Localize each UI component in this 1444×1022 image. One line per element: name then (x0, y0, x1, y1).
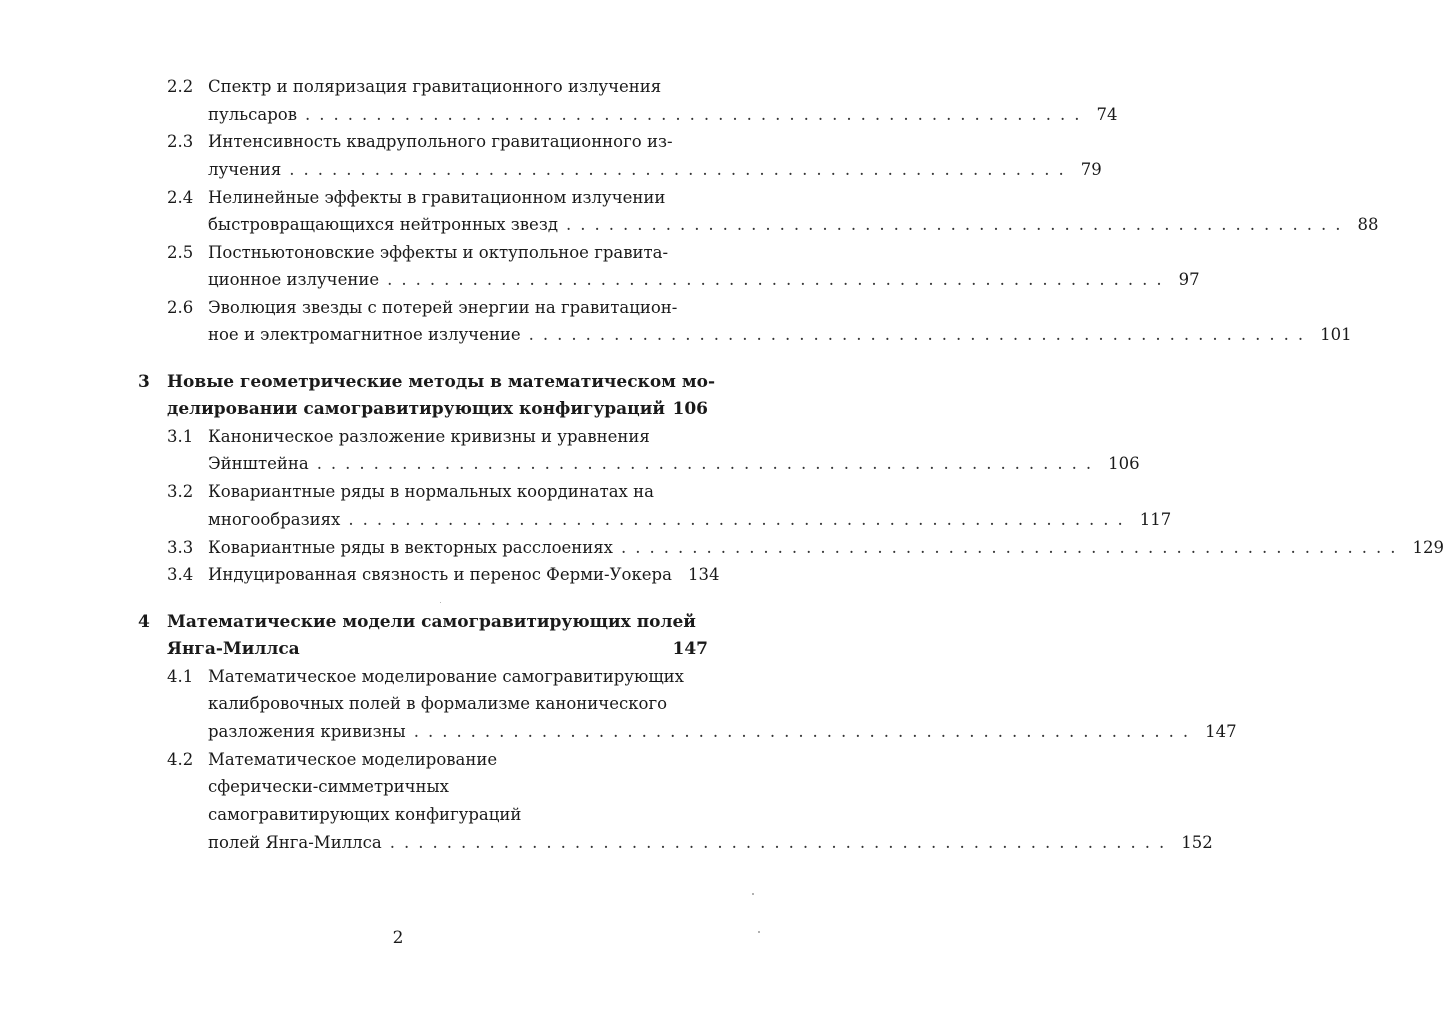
section-number: 2.5 (167, 243, 194, 262)
page-ref: 134 (687, 565, 720, 584)
section-number: 2.6 (167, 298, 194, 317)
section-title-line: Интенсивность квадрупольного гравитационного из- (208, 132, 673, 151)
section-title-line: Эйнштейна (208, 454, 309, 473)
dot-leader: ....................................................... (389, 833, 1174, 852)
page-ref: 129 (1412, 538, 1444, 557)
chapter-title-row (167, 636, 708, 662)
scan-speck (758, 931, 760, 933)
page-ref: 106 (672, 399, 708, 419)
section-number: 3.4 (167, 565, 194, 584)
section-number: 4.1 (167, 667, 194, 686)
leader-line (208, 830, 1213, 856)
section-title-line: лучения (208, 160, 282, 179)
section-title-line: пульсаров (208, 105, 298, 124)
page-ref: 117 (1139, 510, 1172, 529)
section-number: 3.2 (167, 482, 194, 501)
section-title-line: разложения кривизны (208, 722, 406, 741)
section-number: 2.3 (167, 132, 194, 151)
section-title-line: сферически-симметричных (208, 777, 449, 796)
leader-line (208, 719, 1237, 745)
scan-speck (752, 893, 754, 895)
section-title-line: Математическое моделирование самогравитирующих (208, 667, 684, 686)
section-title-line: Нелинейные эффекты в гравитационном излучении (208, 188, 666, 207)
dot-leader: ....................................................... (413, 722, 1198, 741)
dot-leader: ....................................................... (528, 325, 1313, 344)
page-ref: 152 (1181, 833, 1213, 852)
chapter-title-row (167, 396, 708, 422)
chapter-title-line: Математические модели самогравитирующих полей (167, 612, 696, 632)
section-number: 3.3 (167, 538, 194, 557)
section-title-line: Каноническое разложение кривизны и уравнения (208, 427, 650, 446)
section-number: 2.4 (167, 188, 194, 207)
section-title-line: самогравитирующих конфигураций (208, 805, 522, 824)
section-title-line: Спектр и поляризация гравитационного излучения (208, 77, 662, 96)
scan-speck (440, 602, 441, 603)
leader-line (208, 535, 1444, 561)
section-title-line: Ковариантные ряды в нормальных координатах на (208, 482, 654, 501)
section-title-line: полей Янга-Миллса (208, 833, 382, 852)
dot-leader: ....................................................... (620, 538, 1405, 557)
page-ref: 74 (1096, 105, 1118, 124)
section-title-line: калибровочных полей в формализме канонического (208, 694, 668, 713)
page-ref: 147 (672, 639, 708, 659)
page-ref: 101 (1320, 325, 1352, 344)
chapter-title-line: делировании самогравитирующих конфигураций (167, 399, 665, 419)
chapter-number: 3 (138, 372, 150, 392)
dot-leader: ....................................................... (305, 105, 1089, 124)
leader-line (208, 322, 1352, 348)
section-number: 4.2 (167, 750, 194, 769)
page-ref: 88 (1357, 215, 1379, 234)
chapter-title-line: Янга-Миллса (167, 639, 300, 659)
leader-line (208, 157, 1102, 183)
dot-leader: ....................................................... (316, 454, 1101, 473)
leader-line (208, 451, 1140, 477)
section-title-line: ционное излучение (208, 270, 380, 289)
page-ref: 106 (1108, 454, 1140, 473)
section-title-line: ное и электромагнитное излучение (208, 325, 521, 344)
page-ref: 147 (1205, 722, 1237, 741)
section-number: 3.1 (167, 427, 194, 446)
dot-leader: ....................................................... (565, 215, 1350, 234)
section-title-line: Постньютоновские эффекты и октупольное гравита- (208, 243, 669, 262)
leader-line (208, 267, 1200, 293)
page-number: 2 (392, 928, 404, 948)
section-number: 2.2 (167, 77, 194, 96)
section-title-line: Индуцированная связность и перенос Ферми-Уокера (208, 565, 672, 584)
leader-line (208, 212, 1379, 238)
section-title-line: быстровращающихся нейтронных звезд (208, 215, 558, 234)
dot-leader: ....................................................... (289, 160, 1073, 179)
dot-leader: ....................................................... (348, 510, 1132, 529)
chapter-title-line: Новые геометрические методы в математическом мо- (167, 372, 716, 392)
section-title-line: Эволюция звезды с потерей энергии на гравитацион- (208, 298, 678, 317)
section-title-line: Математическое моделирование (208, 750, 498, 769)
leader-line (208, 507, 1172, 533)
chapter-number: 4 (138, 612, 150, 632)
leader-line (208, 102, 1118, 128)
page-ref: 97 (1178, 270, 1200, 289)
page-ref: 79 (1080, 160, 1102, 179)
section-title-line: Ковариантные ряды в векторных расслоениях (208, 538, 613, 557)
dot-leader: ....................................................... (387, 270, 1171, 289)
leader-line (208, 562, 720, 588)
section-title-line: многообразиях (208, 510, 341, 529)
